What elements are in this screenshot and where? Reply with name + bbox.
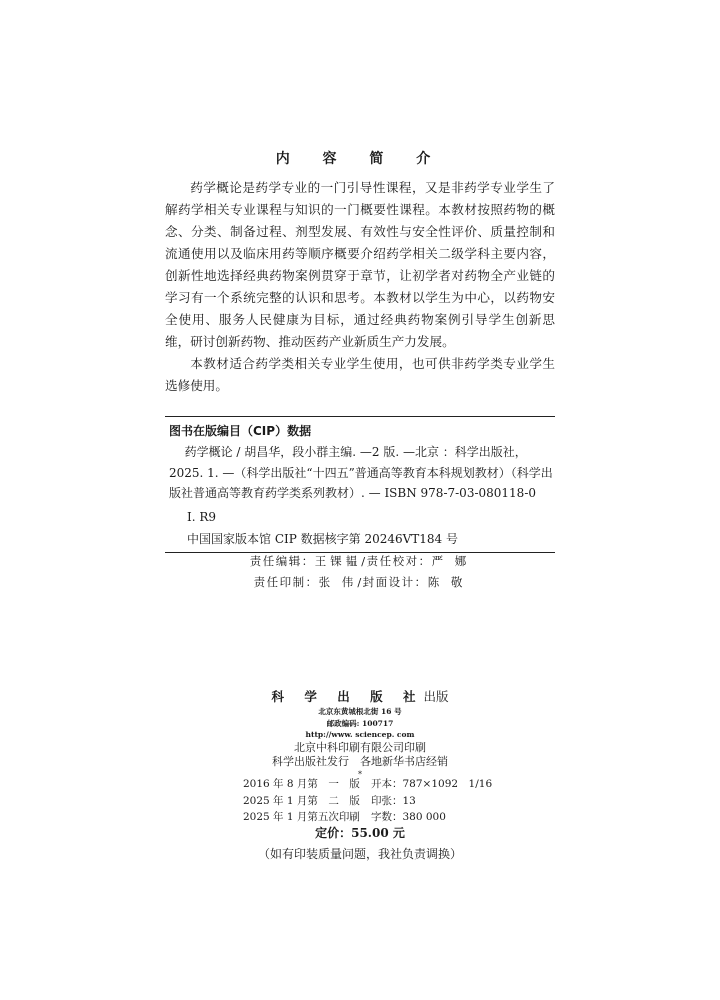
cip-description [169,442,555,504]
edition-detail: 字数：380 000 [371,811,446,823]
cip-line-2: 2025. 1. —（科学出版社“十四五”普通高等教育本科规划教材）（科学出版社普通高等教育药学类系列教材）. — ISBN 978-7-03-080118-0 [169,465,553,500]
price: 定价：55.00 元 [315,826,405,840]
editor-name: 王锞韫 [314,554,362,568]
edition-row [243,793,492,810]
quality-note: （如有印装质量问题，我社负责调换） [257,847,462,861]
proofreader-name: 严 娜 [431,554,471,568]
summary-paragraph-1: 药学概论是药学专业的一门引导性课程，又是非药学专业学生了解药学相关专业课程与知识的一门概要性课程。本教材按照药物的概念、分类、制备过程、剂型发展、有效性与安全性评价、质量控制和流通使用以及临床用药等顺序概要介绍药学相关二级学科主要内容，创新性地选择经典药物案例贯穿于章节，让初学者对药物全产业链的学习有一个系统完整的认识和思考。本教材以学生为中心，以药物安全使用、服务人民健康为目标，通过经典药物案例引导学生创新思维，研讨创新药物、推动医药产业新质生产力发展。 [165,180,555,349]
print-manager-name: 张 伟 [318,574,358,589]
cip-top-rule [165,416,555,417]
print-manager-label: 责任印制： [253,574,319,589]
cip-line-1: 药学概论 / 胡昌华，段小群主编. —2 版. —北京 ：科学出版社， [184,445,527,459]
cip-heading: 图书在版编目（CIP）数据 [169,424,312,438]
staff-line-1 [165,551,555,572]
distributor-line: 科学出版社发行 各地新华书店经销 [272,755,448,768]
editor-label: 责任编辑： [249,554,315,568]
summary-section [165,177,555,397]
edition-table [243,776,492,826]
cip-block [165,416,555,553]
edition-date: 2025 年 1 月第五次印刷 [243,811,360,823]
page-title: 内 容 简 介 [275,151,445,167]
edition-date: 2025 年 1 月第 二 版 [243,794,360,807]
cover-designer-name: 陈 敬 [427,574,467,589]
edition-detail: 印张：13 [371,794,416,807]
cip-record-number: 中国国家版本馆 CIP 数据核字第 20246VT184 号 [187,531,459,546]
edition-row [243,776,492,793]
edition-date: 2016 年 8 月第 一 版 [243,778,360,790]
printer-line: 北京中科印刷有限公司印刷 [294,740,426,754]
summary-paragraph-2: 本教材适合药学类相关专业学生使用，也可供非药学类专业学生选修使用。 [165,356,555,393]
staff-line-2 [165,572,555,593]
edition-detail: 开本：787×1092 1/16 [371,778,493,790]
proofreader-label: /责任校对： [361,554,432,568]
publisher-postcode: 邮政编码: 100717 [326,718,394,728]
publisher-address: 北京东黄城根北街 16 号 [318,707,402,716]
publisher-line [165,688,555,706]
cip-classification: Ⅰ. R9 [187,509,217,524]
publisher-logo-text: 科 学 出 版 社 [271,689,424,704]
staff-credits [165,551,555,592]
publisher-suffix: 出版 [423,689,449,704]
publisher-info [165,688,555,780]
separator-star: * [358,769,362,779]
cover-designer-label: /封面设计： [357,574,428,589]
edition-row [243,809,492,826]
publisher-url: http://www. sciencep. com [305,730,415,739]
